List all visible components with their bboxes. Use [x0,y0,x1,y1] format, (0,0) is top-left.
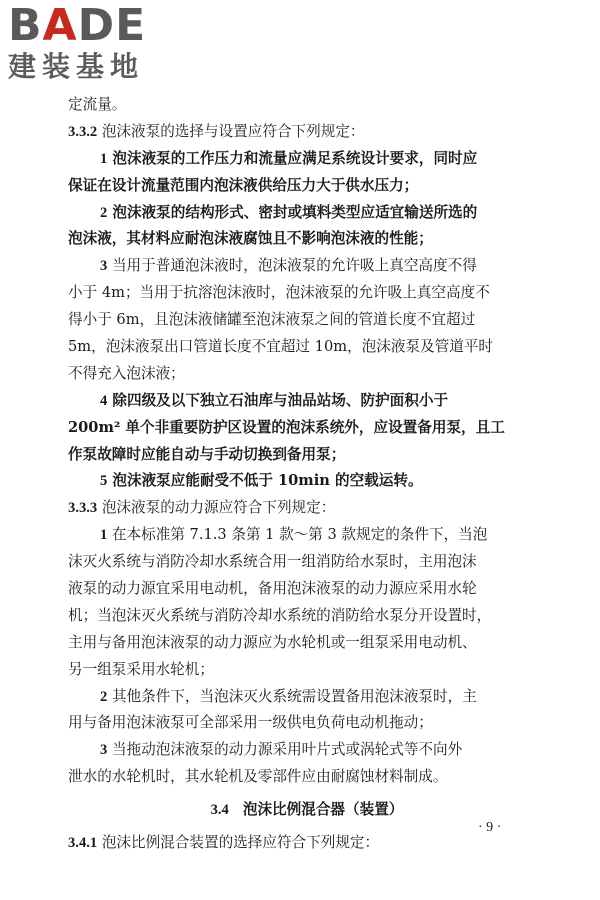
item-3: 3 当用于普通泡沫液时，泡沫液泵的允许吸上真空高度不得 [100,257,477,275]
document-body [68,92,546,857]
text-line: 作泵故障时应能自动与手动切换到备用泵； [68,445,346,463]
text-line: 机；当泡沫灭火系统与消防冷却水系统的消防给水泵分开设置时， [68,606,492,624]
text-line: 主用与备用泡沫液泵的动力源应为水轮机或一组泵采用电动机、 [68,633,477,651]
text-line: 不得充入泡沫液； [68,364,185,382]
text-line: 5m，泡沫液泵出口管道长度不宜超过 10m，泡沫液泵及管道平时 [68,338,494,356]
text-line: 另一组泵采用水轮机； [68,660,214,678]
page-number: · 9 · [478,820,502,835]
item-4: 4 除四级及以下独立石油库与油品站场、防护面积小于 [100,391,449,409]
text-line: 泡沫液，其材料应耐泡沫液腐蚀且不影响泡沫液的性能； [68,230,433,248]
text-line: 保证在设计流量范围内泡沫液供给压力大于供水压力； [68,176,419,194]
text-line: 液泵的动力源宜采用电动机，备用泡沫液泵的动力源应采用水轮 [68,580,477,598]
item-5: 5 泡沫液泵应能耐受不低于 10min 的空载运转。 [100,472,423,490]
item-2: 2 泡沫液泵的结构形式、密封或填料类型应适宜输送所选的 [100,203,478,221]
logo-accent-a: A [42,0,78,51]
text-line: 200m² 单个非重要防护区设置的泡沫系统外，应设置备用泵，且工 [68,418,505,436]
item-1: 1 在本标准第 7.1.3 条第 1 款～第 3 款规定的条件下，当泡 [100,526,488,544]
bade-logo [8,0,178,88]
text-line: 小于 4m；当用于抗溶泡沫液时，泡沫液泵的允许吸上真空高度不 [68,284,490,302]
item-1: 1 泡沫液泵的工作压力和流量应满足系统设计要求，同时应 [100,149,478,167]
item-3: 3 当拖动泡沫液泵的动力源采用叶片式或涡轮式等不向外 [100,741,463,759]
text-line: 得小于 6m，且泡沫液储罐至泡沫液泵之间的管道长度不宜超过 [68,311,476,329]
clause-3-3-2: 3.3.2 泡沫液泵的选择与设置应符合下列规定： [68,122,365,140]
text-line: 定流量。 [68,96,127,113]
item-2: 2 其他条件下，当泡沫灭火系统需设置备用泡沫液泵时，主 [100,687,477,705]
text-line: 用与备用泡沫液泵可全部采用一级供电负荷电动机拖动； [68,714,433,732]
logo-subtitle: 建装基地 [8,50,145,83]
section-heading-3-4: 3.4 泡沫比例混合器（装置） [210,801,404,819]
clause-3-4-1: 3.4.1 泡沫比例混合装置的选择应符合下列规定： [68,834,380,852]
clause-3-3-3: 3.3.3 泡沫液泵的动力源应符合下列规定： [68,499,336,517]
text-line: 泄水的水轮机时，其水轮机及零部件应由耐腐蚀材料制成。 [68,768,448,786]
text-line: 沫灭火系统与消防冷却水系统合用一组消防给水泵时，主用泡沫 [68,553,477,571]
logo-wordmark: BADE [8,0,147,51]
